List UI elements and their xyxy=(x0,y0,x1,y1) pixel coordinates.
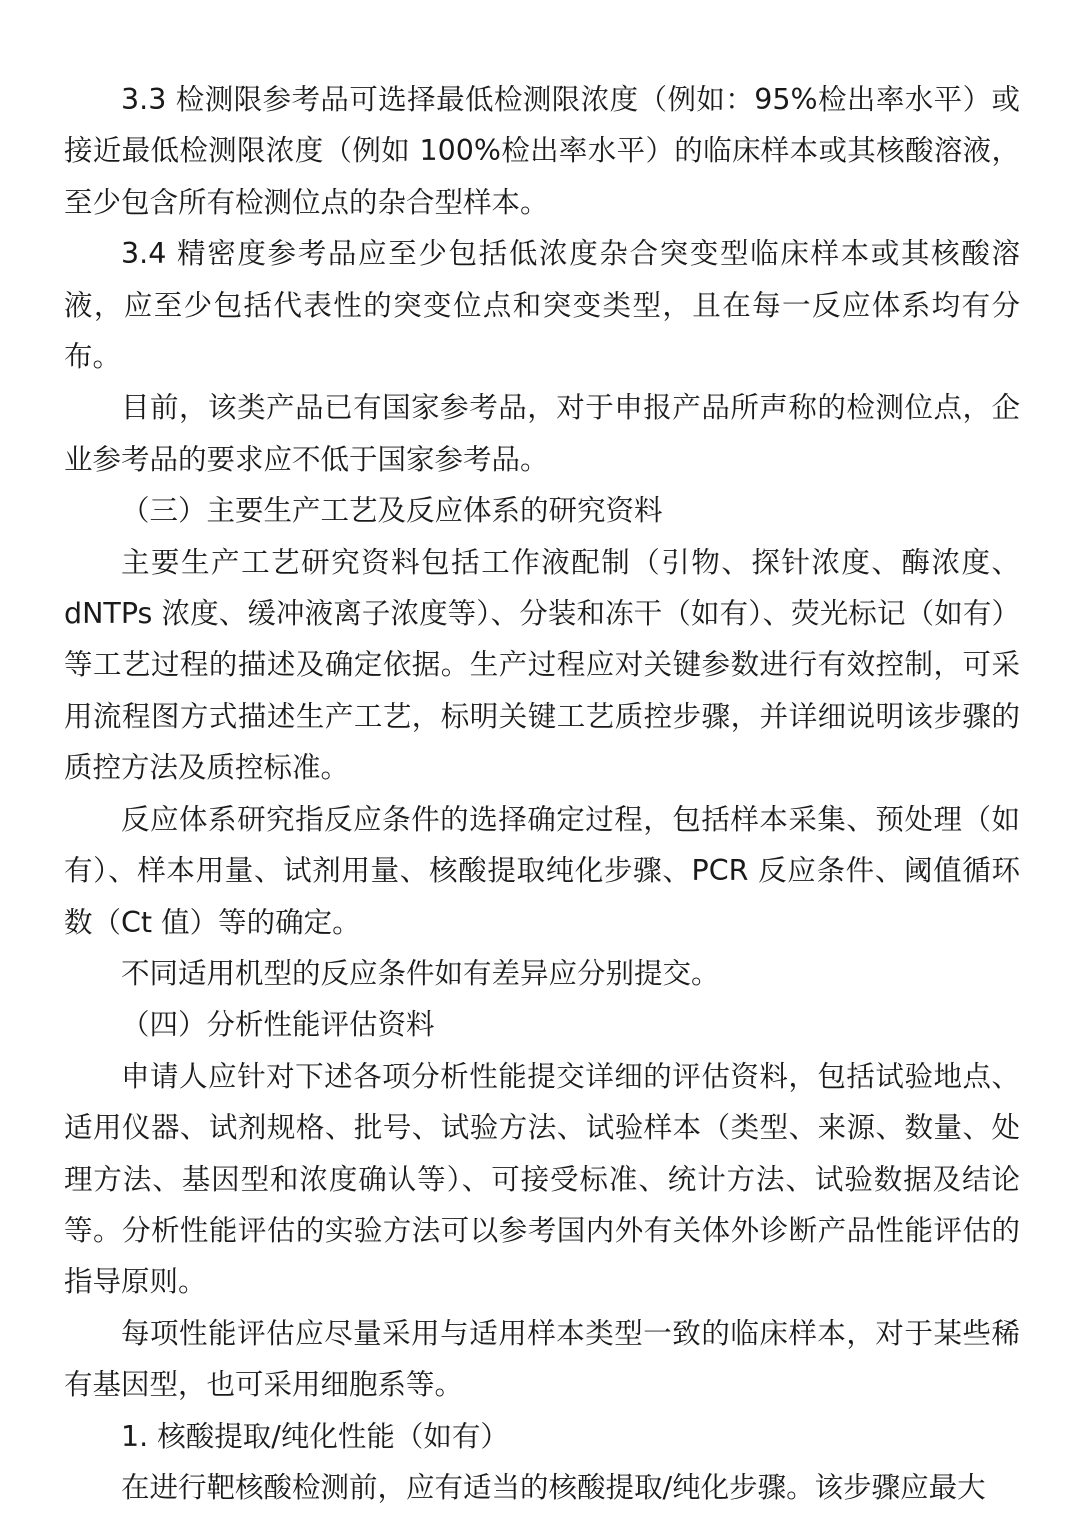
document-page xyxy=(64,74,1020,1513)
section-heading-4: （四）分析性能评估资料 xyxy=(121,1008,435,1042)
paragraph-reaction-system: 反应体系研究指反应条件的选择确定过程，包括样本采集、预处理（如有）、样本用量、试剂用量、核酸提取纯化步骤、PCR 反应条件、阈值循环数（Ct 值）等的确定。 xyxy=(64,802,1020,939)
paragraph-nucleic-acid-extraction: 在进行靶核酸检测前，应有适当的核酸提取/纯化步骤。该步骤应最大 xyxy=(121,1470,986,1504)
paragraph-3-3-detection-limit: 3.3 检测限参考品可选择最低检测限浓度（例如：95%检出率水平）或接近最低检测限浓度（例如 100%检出率水平）的临床样本或其核酸溶液，至少包含所有检测位点的杂合型样本。 xyxy=(64,83,1020,219)
paragraph-production-process: 主要生产工艺研究资料包括工作液配制（引物、探针浓度、酶浓度、dNTPs 浓度、缓冲液离子浓度等）、分装和冻干（如有）、荧光标记（如有）等工艺过程的描述及确定依据。生产过程应对关键参数进行有效控制，可采用流程图方式描述生产工艺，标明关键工艺质控步骤，并详细说明该步骤的质控方法及质控标准。 xyxy=(64,545,1020,785)
paragraph-analytical-performance: 申请人应针对下述各项分析性能提交详细的评估资料，包括试验地点、适用仪器、试剂规格、批号、试验方法、试验样本（类型、来源、数量、处理方法、基因型和浓度确认等）、可接受标准、统计方法、试验数据及结论等。分析性能评估的实验方法可以参考国内外有关体外诊断产品性能评估的指导原则。 xyxy=(64,1059,1020,1299)
paragraph-national-reference: 目前，该类产品已有国家参考品，对于申报产品所声称的检测位点，企业参考品的要求应不低于国家参考品。 xyxy=(64,391,1020,476)
paragraph-3-4-precision: 3.4 精密度参考品应至少包括低浓度杂合突变型临床样本或其核酸溶液，应至少包括代表性的突变位点和突变类型，且在每一反应体系均有分布。 xyxy=(64,237,1020,374)
paragraph-clinical-samples: 每项性能评估应尽量采用与适用样本类型一致的临床样本，对于某些稀有基因型，也可采用细胞系等。 xyxy=(64,1316,1020,1402)
subsection-heading-1: 1. 核酸提取/纯化性能（如有） xyxy=(121,1419,509,1453)
section-heading-3: （三）主要生产工艺及反应体系的研究资料 xyxy=(121,494,663,528)
paragraph-instrument-models: 不同适用机型的反应条件如有差异应分别提交。 xyxy=(121,956,720,990)
